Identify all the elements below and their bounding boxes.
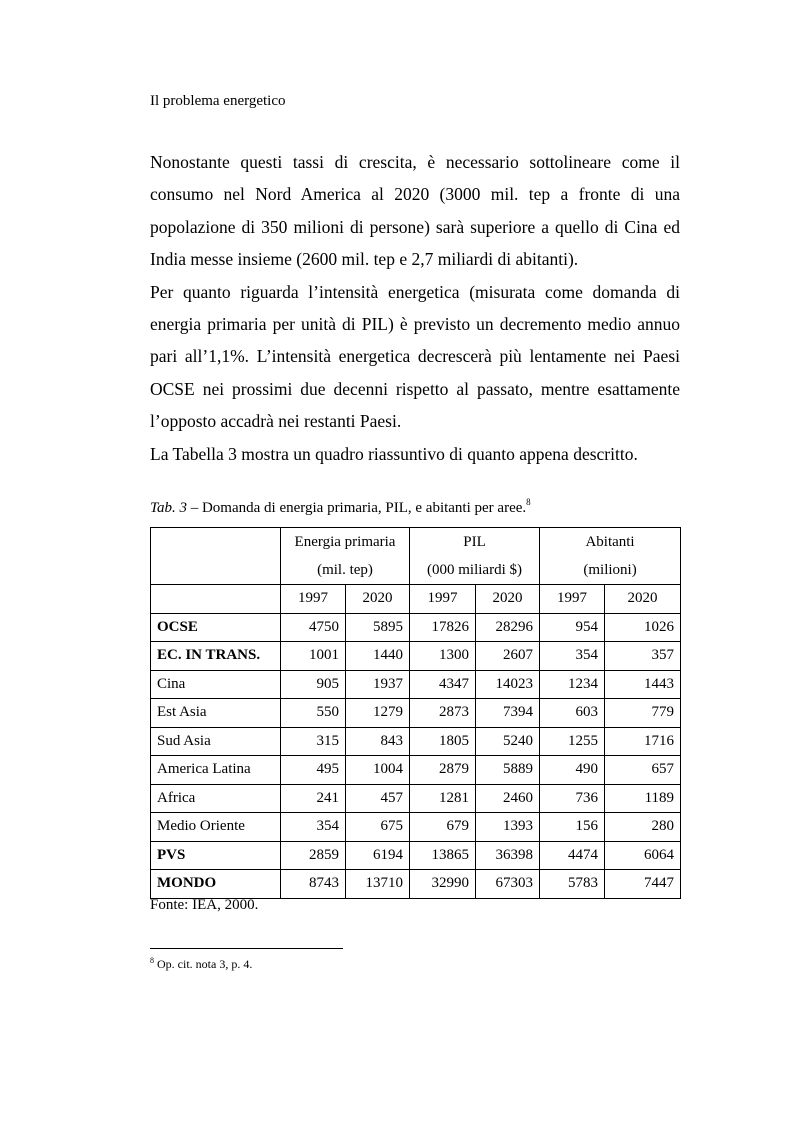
group-header-population: Abitanti (milioni)	[540, 528, 681, 585]
table-cell: 6064	[605, 841, 681, 870]
paragraph: Nonostante questi tassi di crescita, è necessario sottolineare come il consumo nel Nord America al 2020 (3000 mil. tep a fronte di una popolazione di 350 milioni di persone) sarà superiore a quello di Cina ed India messe insieme (2600 mil. tep e 2,7 miliardi di abitanti).	[150, 152, 680, 270]
table-cell: 5889	[476, 756, 540, 785]
footnote-text: Op. cit. nota 3, p. 4.	[154, 957, 253, 971]
table-cell: 354	[281, 813, 346, 842]
table-cell: 4347	[410, 670, 476, 699]
table-cell: 36398	[476, 841, 540, 870]
table-row	[151, 699, 681, 728]
table-cell: 1440	[346, 642, 410, 671]
table-cell: 67303	[476, 870, 540, 899]
table-row	[151, 670, 681, 699]
table-source: Fonte: IEA, 2000.	[150, 897, 259, 913]
table-caption	[150, 497, 531, 517]
table-cell: 1255	[540, 727, 605, 756]
table-cell: 14023	[476, 670, 540, 699]
table-row	[151, 784, 681, 813]
table-cell: 13710	[346, 870, 410, 899]
table-row	[151, 727, 681, 756]
row-label: MONDO	[151, 870, 281, 899]
year-header: 1997	[540, 585, 605, 614]
table-cell: 1805	[410, 727, 476, 756]
table-cell: 679	[410, 813, 476, 842]
group-header-gdp: PIL (000 miliardi $)	[410, 528, 540, 585]
table-cell: 7394	[476, 699, 540, 728]
table-cell: 315	[281, 727, 346, 756]
table-row	[151, 613, 681, 642]
table-cell: 354	[540, 642, 605, 671]
table-cell: 1189	[605, 784, 681, 813]
table-body	[151, 613, 681, 898]
running-header: Il problema energetico	[150, 93, 286, 109]
paragraph: Per quanto riguarda l’intensità energetica (misurata come domanda di energia primaria per unità di PIL) è previsto un decremento medio annuo pari all’1,1%. L’intensità energetica decrescerà più lentamente nei Paesi OCSE nei prossimi due decenni rispetto al passato, mentre esattamente l’opposto accadrà nei restanti Paesi.	[150, 281, 680, 432]
table-cell: 1716	[605, 727, 681, 756]
year-header: 1997	[281, 585, 346, 614]
table-cell: 1026	[605, 613, 681, 642]
table-cell: 7447	[605, 870, 681, 899]
table-cell: 4474	[540, 841, 605, 870]
table-empty-cell	[151, 585, 281, 614]
table-cell: 603	[540, 699, 605, 728]
table-cell: 495	[281, 756, 346, 785]
table-cell: 905	[281, 670, 346, 699]
table-cell: 2873	[410, 699, 476, 728]
year-header: 2020	[605, 585, 681, 614]
row-label: EC. IN TRANS.	[151, 642, 281, 671]
table-cell: 2607	[476, 642, 540, 671]
table-cell: 1443	[605, 670, 681, 699]
table-row	[151, 870, 681, 899]
table-cell: 490	[540, 756, 605, 785]
table-row	[151, 813, 681, 842]
table-cell: 6194	[346, 841, 410, 870]
table-cell: 2460	[476, 784, 540, 813]
table-cell: 550	[281, 699, 346, 728]
table-cell: 1937	[346, 670, 410, 699]
table-cell: 779	[605, 699, 681, 728]
table-cell: 4750	[281, 613, 346, 642]
table-cell: 1004	[346, 756, 410, 785]
footnote-number: 8	[150, 956, 154, 965]
year-header: 2020	[346, 585, 410, 614]
table-caption-label: Tab. 3	[150, 500, 187, 516]
table-cell: 5895	[346, 613, 410, 642]
table-cell: 280	[605, 813, 681, 842]
table-cell: 5240	[476, 727, 540, 756]
table-cell: 156	[540, 813, 605, 842]
row-label: OCSE	[151, 613, 281, 642]
table-cell: 32990	[410, 870, 476, 899]
table-cell: 17826	[410, 613, 476, 642]
table-cell: 2859	[281, 841, 346, 870]
data-table	[150, 527, 681, 899]
table-cell: 675	[346, 813, 410, 842]
table-cell: 1279	[346, 699, 410, 728]
row-label: Africa	[151, 784, 281, 813]
table-cell: 657	[605, 756, 681, 785]
table-cell: 1281	[410, 784, 476, 813]
table-cell: 736	[540, 784, 605, 813]
body-text	[150, 146, 680, 470]
row-label: Cina	[151, 670, 281, 699]
table-cell: 8743	[281, 870, 346, 899]
table-row	[151, 756, 681, 785]
row-label: America Latina	[151, 756, 281, 785]
table-year-row	[151, 585, 681, 614]
paragraph: La Tabella 3 mostra un quadro riassuntivo di quanto appena descritto.	[150, 443, 638, 464]
footnote	[150, 957, 252, 972]
table-corner-cell	[151, 528, 281, 585]
table-cell: 1393	[476, 813, 540, 842]
table-cell: 1234	[540, 670, 605, 699]
table-cell: 241	[281, 784, 346, 813]
row-label: Sud Asia	[151, 727, 281, 756]
table-cell: 13865	[410, 841, 476, 870]
table-cell: 2879	[410, 756, 476, 785]
row-label: PVS	[151, 841, 281, 870]
row-label: Medio Oriente	[151, 813, 281, 842]
table-cell: 954	[540, 613, 605, 642]
table-cell: 28296	[476, 613, 540, 642]
table-cell: 5783	[540, 870, 605, 899]
table-cell: 457	[346, 784, 410, 813]
footnote-ref: 8	[526, 497, 531, 507]
year-header: 1997	[410, 585, 476, 614]
footnote-divider	[150, 948, 343, 949]
table-row	[151, 642, 681, 671]
group-header-energy: Energia primaria (mil. tep)	[281, 528, 410, 585]
table-group-header-row	[151, 528, 681, 585]
year-header: 2020	[476, 585, 540, 614]
table-cell: 357	[605, 642, 681, 671]
table-cell: 843	[346, 727, 410, 756]
table-cell: 1300	[410, 642, 476, 671]
table-row	[151, 841, 681, 870]
table-cell: 1001	[281, 642, 346, 671]
row-label: Est Asia	[151, 699, 281, 728]
table-caption-text: – Domanda di energia primaria, PIL, e abitanti per aree.	[186, 500, 527, 516]
